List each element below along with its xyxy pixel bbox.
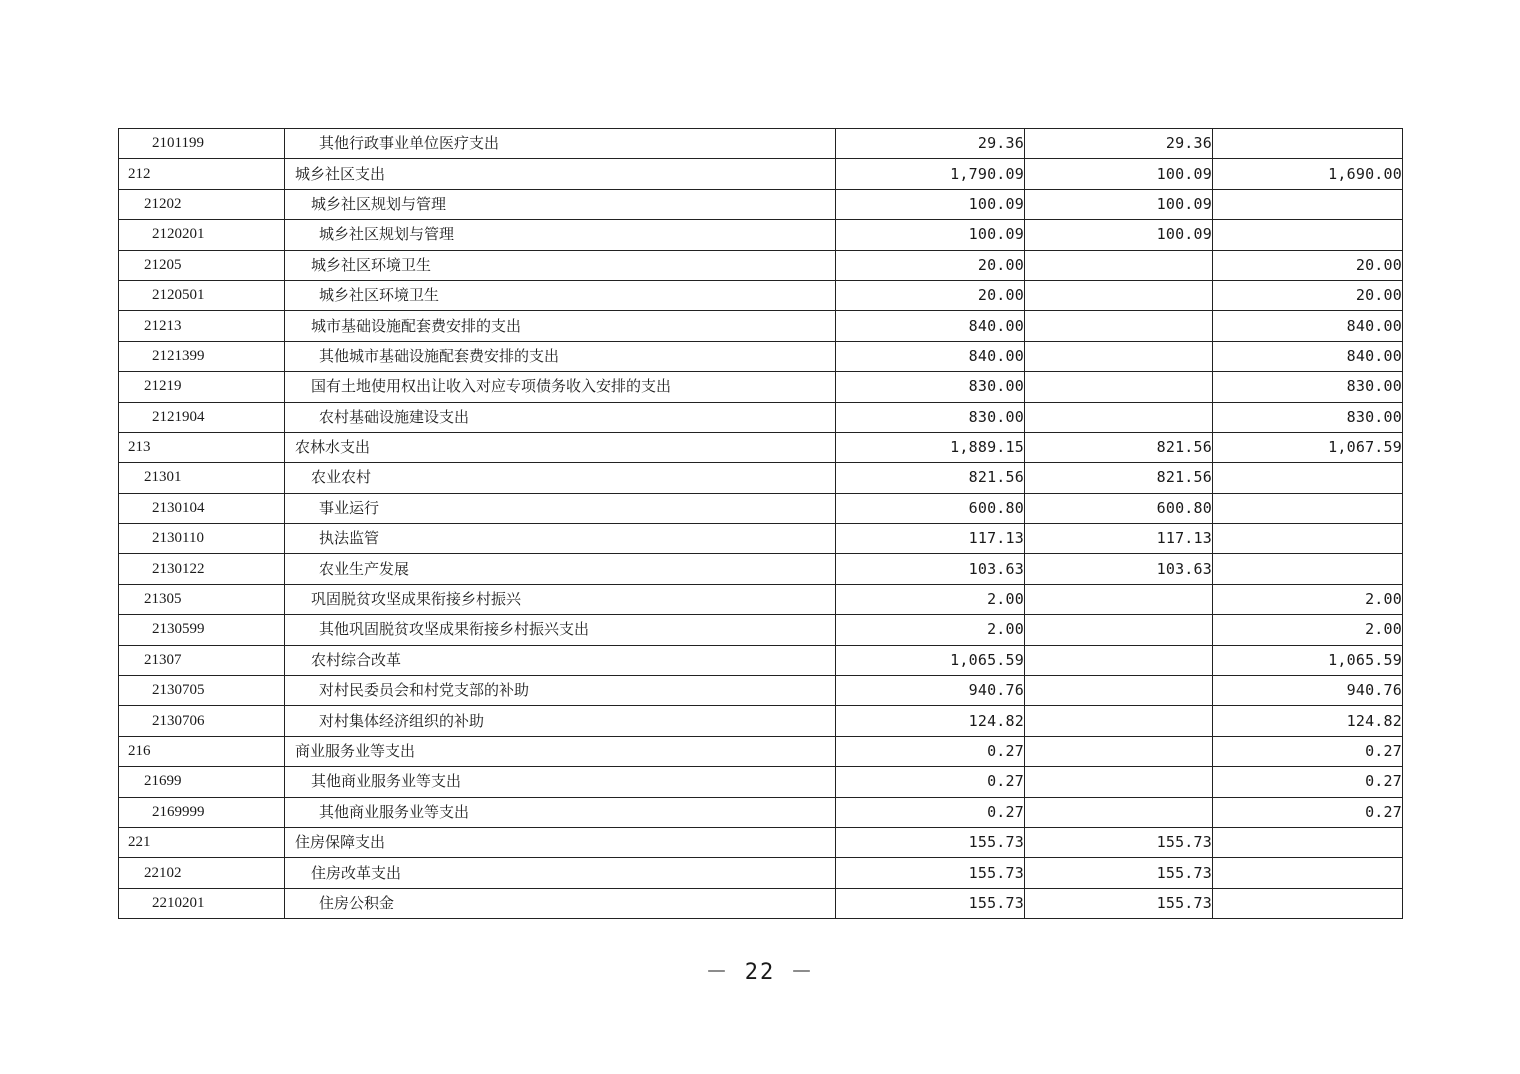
subject-code-cell: 21213 [119,311,285,341]
basic-expenditure-cell [1025,797,1213,827]
subject-name-cell: 住房公积金 [285,888,836,918]
basic-expenditure-cell [1025,676,1213,706]
subject-code-cell: 21699 [119,767,285,797]
total-amount-cell: 830.00 [836,372,1025,402]
subject-name-cell: 农林水支出 [285,432,836,462]
table-row [119,676,1403,706]
basic-expenditure-cell [1025,341,1213,371]
table-row [119,827,1403,857]
subject-name-cell: 其他行政事业单位医疗支出 [285,129,836,159]
table-row [119,432,1403,462]
subject-name-cell: 其他巩固脱贫攻坚成果衔接乡村振兴支出 [285,615,836,645]
table-row [119,402,1403,432]
basic-expenditure-cell [1025,250,1213,280]
subject-name-cell: 城市基础设施配套费安排的支出 [285,311,836,341]
subject-code-cell: 21219 [119,372,285,402]
table-row [119,736,1403,766]
table-row [119,463,1403,493]
subject-name-cell: 其他商业服务业等支出 [285,797,836,827]
basic-expenditure-cell: 100.09 [1025,220,1213,250]
subject-name-cell: 对村集体经济组织的补助 [285,706,836,736]
page-number: － 22 － [705,960,815,985]
total-amount-cell: 155.73 [836,858,1025,888]
subject-name-cell: 巩固脱贫攻坚成果衔接乡村振兴 [285,584,836,614]
subject-code-cell: 2120201 [119,220,285,250]
basic-expenditure-cell: 29.36 [1025,129,1213,159]
total-amount-cell: 100.09 [836,189,1025,219]
subject-code-cell: 21205 [119,250,285,280]
project-expenditure-cell: 124.82 [1213,706,1403,736]
total-amount-cell: 940.76 [836,676,1025,706]
total-amount-cell: 20.00 [836,250,1025,280]
basic-expenditure-cell: 600.80 [1025,493,1213,523]
subject-name-cell: 国有土地使用权出让收入对应专项债务收入安排的支出 [285,372,836,402]
subject-code-cell: 21301 [119,463,285,493]
subject-code-cell: 2121399 [119,341,285,371]
project-expenditure-cell: 1,065.59 [1213,645,1403,675]
subject-name-cell: 农业农村 [285,463,836,493]
subject-name-cell: 住房保障支出 [285,827,836,857]
basic-expenditure-cell [1025,372,1213,402]
subject-name-cell: 城乡社区环境卫生 [285,250,836,280]
table-row [119,554,1403,584]
table-row [119,280,1403,310]
total-amount-cell: 100.09 [836,220,1025,250]
project-expenditure-cell: 0.27 [1213,736,1403,766]
subject-name-cell: 农村基础设施建设支出 [285,402,836,432]
budget-expenditure-table [118,128,1403,919]
subject-code-cell: 2130706 [119,706,285,736]
total-amount-cell: 821.56 [836,463,1025,493]
table-row [119,493,1403,523]
subject-code-cell: 2120501 [119,280,285,310]
total-amount-cell: 1,889.15 [836,432,1025,462]
project-expenditure-cell [1213,554,1403,584]
subject-code-cell: 21202 [119,189,285,219]
subject-code-cell: 21305 [119,584,285,614]
total-amount-cell: 155.73 [836,888,1025,918]
subject-code-cell: 2101199 [119,129,285,159]
table-row [119,129,1403,159]
project-expenditure-cell: 2.00 [1213,584,1403,614]
basic-expenditure-cell [1025,615,1213,645]
basic-expenditure-cell [1025,706,1213,736]
total-amount-cell: 0.27 [836,736,1025,766]
basic-expenditure-cell: 100.09 [1025,159,1213,189]
subject-name-cell: 事业运行 [285,493,836,523]
project-expenditure-cell: 0.27 [1213,767,1403,797]
basic-expenditure-cell [1025,736,1213,766]
table-row [119,706,1403,736]
subject-name-cell: 城乡社区支出 [285,159,836,189]
subject-code-cell: 2130599 [119,615,285,645]
project-expenditure-cell: 830.00 [1213,402,1403,432]
subject-name-cell: 农村综合改革 [285,645,836,675]
table-body [119,129,1403,919]
project-expenditure-cell: 2.00 [1213,615,1403,645]
table-row [119,584,1403,614]
subject-name-cell: 城乡社区规划与管理 [285,189,836,219]
subject-name-cell: 农业生产发展 [285,554,836,584]
project-expenditure-cell: 0.27 [1213,797,1403,827]
table-row [119,888,1403,918]
total-amount-cell: 29.36 [836,129,1025,159]
project-expenditure-cell: 1,690.00 [1213,159,1403,189]
table-row [119,189,1403,219]
subject-name-cell: 其他城市基础设施配套费安排的支出 [285,341,836,371]
total-amount-cell: 0.27 [836,797,1025,827]
project-expenditure-cell: 1,067.59 [1213,432,1403,462]
basic-expenditure-cell: 155.73 [1025,827,1213,857]
total-amount-cell: 2.00 [836,584,1025,614]
subject-name-cell: 住房改革支出 [285,858,836,888]
table-row [119,250,1403,280]
basic-expenditure-cell: 821.56 [1025,432,1213,462]
subject-code-cell: 2130110 [119,524,285,554]
basic-expenditure-cell [1025,767,1213,797]
project-expenditure-cell [1213,858,1403,888]
total-amount-cell: 0.27 [836,767,1025,797]
basic-expenditure-cell [1025,402,1213,432]
subject-name-cell: 其他商业服务业等支出 [285,767,836,797]
project-expenditure-cell: 20.00 [1213,250,1403,280]
total-amount-cell: 600.80 [836,493,1025,523]
project-expenditure-cell [1213,524,1403,554]
basic-expenditure-cell: 103.63 [1025,554,1213,584]
basic-expenditure-cell: 100.09 [1025,189,1213,219]
project-expenditure-cell: 840.00 [1213,311,1403,341]
subject-code-cell: 2169999 [119,797,285,827]
total-amount-cell: 1,065.59 [836,645,1025,675]
project-expenditure-cell [1213,129,1403,159]
project-expenditure-cell [1213,189,1403,219]
total-amount-cell: 20.00 [836,280,1025,310]
project-expenditure-cell [1213,220,1403,250]
subject-name-cell: 城乡社区规划与管理 [285,220,836,250]
subject-code-cell: 2130122 [119,554,285,584]
project-expenditure-cell: 20.00 [1213,280,1403,310]
subject-code-cell: 2210201 [119,888,285,918]
table-row [119,341,1403,371]
subject-name-cell: 执法监管 [285,524,836,554]
basic-expenditure-cell [1025,311,1213,341]
basic-expenditure-cell: 821.56 [1025,463,1213,493]
project-expenditure-cell [1213,463,1403,493]
table-row [119,615,1403,645]
basic-expenditure-cell [1025,645,1213,675]
subject-code-cell: 2121904 [119,402,285,432]
total-amount-cell: 840.00 [836,311,1025,341]
subject-code-cell: 22102 [119,858,285,888]
subject-code-cell: 212 [119,159,285,189]
project-expenditure-cell [1213,888,1403,918]
table-row [119,372,1403,402]
table-row [119,311,1403,341]
subject-code-cell: 21307 [119,645,285,675]
project-expenditure-cell: 830.00 [1213,372,1403,402]
basic-expenditure-cell [1025,280,1213,310]
subject-name-cell: 城乡社区环境卫生 [285,280,836,310]
table-row [119,797,1403,827]
project-expenditure-cell [1213,827,1403,857]
project-expenditure-cell [1213,493,1403,523]
total-amount-cell: 103.63 [836,554,1025,584]
basic-expenditure-cell [1025,584,1213,614]
basic-expenditure-cell: 155.73 [1025,888,1213,918]
total-amount-cell: 830.00 [836,402,1025,432]
subject-name-cell: 对村民委员会和村党支部的补助 [285,676,836,706]
table-row [119,858,1403,888]
subject-code-cell: 216 [119,736,285,766]
subject-name-cell: 商业服务业等支出 [285,736,836,766]
table-row [119,767,1403,797]
subject-code-cell: 2130705 [119,676,285,706]
subject-code-cell: 221 [119,827,285,857]
basic-expenditure-cell: 117.13 [1025,524,1213,554]
total-amount-cell: 2.00 [836,615,1025,645]
subject-code-cell: 213 [119,432,285,462]
table-row [119,220,1403,250]
table-row [119,159,1403,189]
total-amount-cell: 117.13 [836,524,1025,554]
project-expenditure-cell: 840.00 [1213,341,1403,371]
total-amount-cell: 1,790.09 [836,159,1025,189]
table-row [119,524,1403,554]
total-amount-cell: 124.82 [836,706,1025,736]
total-amount-cell: 840.00 [836,341,1025,371]
basic-expenditure-cell: 155.73 [1025,858,1213,888]
table-row [119,645,1403,675]
total-amount-cell: 155.73 [836,827,1025,857]
project-expenditure-cell: 940.76 [1213,676,1403,706]
subject-code-cell: 2130104 [119,493,285,523]
